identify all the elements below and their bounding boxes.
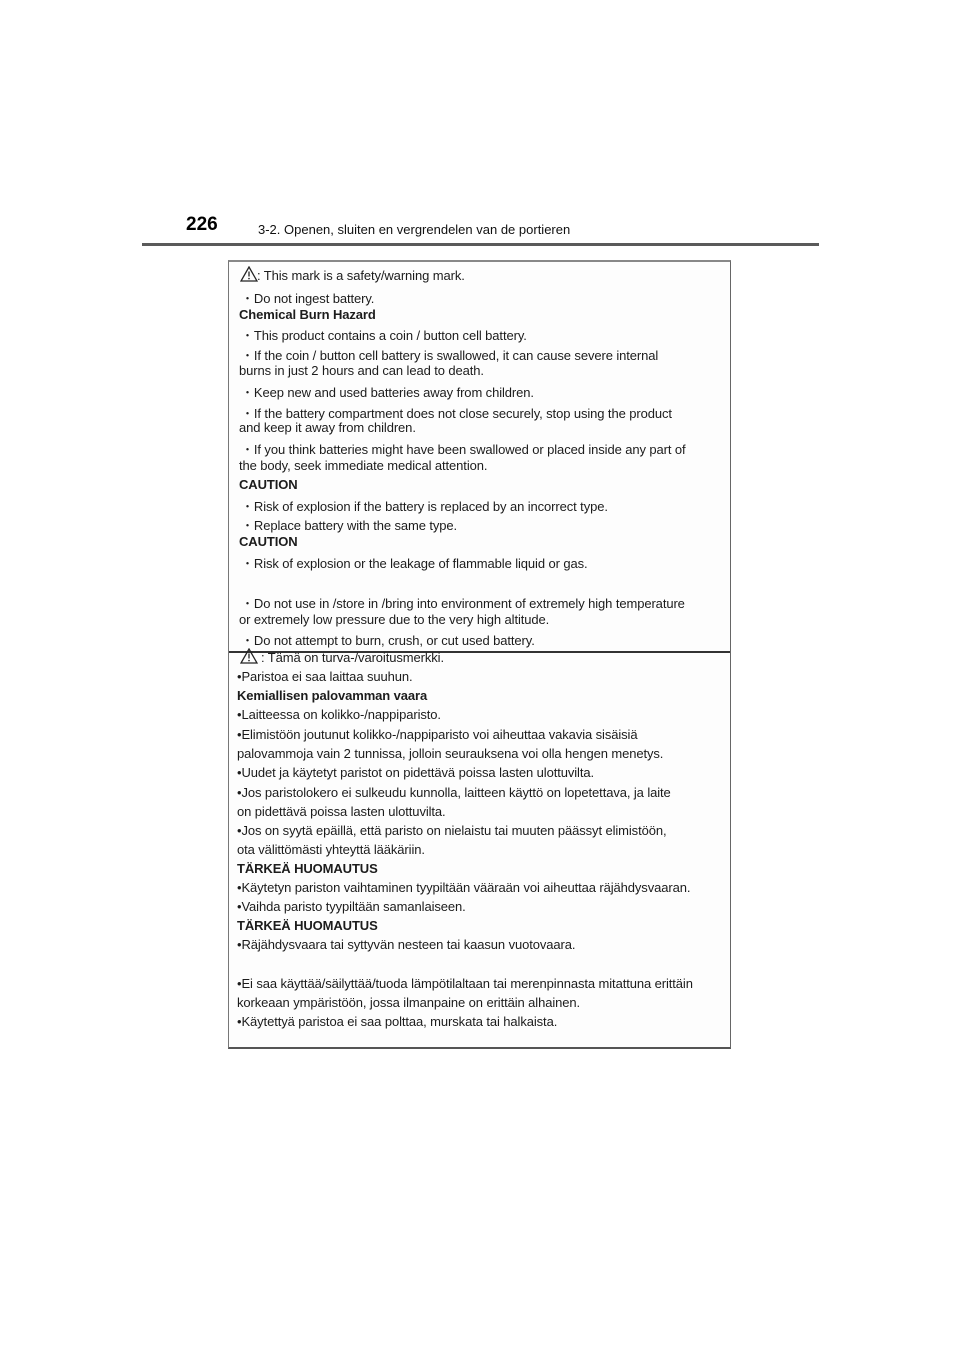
label-line: the body, seek immediate medical attention. — [239, 458, 488, 473]
label-line: •Ei saa käyttää/säilyttää/tuoda lämpötilaltaan tai merenpinnasta mitattuna erittäin — [237, 976, 693, 991]
label-line: burns in just 2 hours and can lead to death. — [239, 363, 484, 378]
label-line: •Paristoa ei saa laittaa suuhun. — [237, 669, 413, 684]
label-line: •Jos paristolokero ei sulkeudu kunnolla, laitteen käyttö on lopetettava, ja laite — [237, 785, 671, 800]
label-line: •Vaihda paristo tyypiltään samanlaiseen. — [237, 899, 466, 914]
label-line: ・Replace battery with the same type. — [241, 518, 458, 533]
section-title: 3-2. Openen, sluiten en vergrendelen van de portieren — [258, 222, 571, 237]
label-line: palovammoja vain 2 tunnissa, jolloin seurauksena voi olla hengen menetys. — [237, 746, 664, 761]
label-line: ・Do not attempt to burn, crush, or cut used battery. — [241, 633, 535, 648]
label-line: •Räjähdysvaara tai syttyvän nesteen tai kaasun vuotovaara. — [237, 937, 576, 952]
label-line: •Käytettyä paristoa ei saa polttaa, murskata tai halkaista. — [237, 1014, 558, 1029]
warning-triangle-icon — [240, 648, 258, 664]
label-heading: TÄRKEÄ HUOMAUTUS — [237, 918, 378, 933]
battery-warning-label — [228, 260, 731, 1049]
warning-mark-text: : This mark is a safety/warning mark. — [257, 268, 465, 283]
label-heading: TÄRKEÄ HUOMAUTUS — [237, 861, 378, 876]
label-heading: Chemical Burn Hazard — [239, 307, 376, 322]
label-line: •Käytetyn pariston vaihtaminen tyypiltään vääraän voi aiheuttaa räjähdysvaaran. — [237, 880, 691, 895]
label-line: •Jos on syytä epäillä, että paristo on nielaistu tai muuten päässyt elimistöön, — [237, 823, 667, 838]
label-line: ・Risk of explosion if the battery is replaced by an incorrect type. — [241, 499, 608, 514]
label-line: on pidettävä poissa lasten ulottuvilta. — [237, 804, 446, 819]
label-line: or extremely low pressure due to the very high altitude. — [239, 612, 550, 627]
label-line: ota välittömästi yhteyttä lääkäriin. — [237, 842, 425, 857]
label-line: korkeaan ympäristöön, jossa ilmanpaine on erittäin alhainen. — [237, 995, 581, 1010]
label-line: ・Do not use in /store in /bring into environment of extremely high temperature — [241, 596, 685, 611]
label-line: and keep it away from children. — [239, 420, 416, 435]
page-number: 226 — [186, 214, 218, 235]
header-rule — [142, 243, 819, 246]
warning-triangle-icon — [240, 266, 258, 282]
label-line: ・Do not ingest battery. — [241, 291, 375, 306]
label-line: •Elimistöön joutunut kolikko-/nappiparisto voi aiheuttaa vakavia sisäisiä — [237, 727, 638, 742]
label-heading: Kemiallisen palovamman vaara — [237, 688, 428, 703]
label-line: •Laitteessa on kolikko-/nappiparisto. — [237, 707, 441, 722]
label-line: ・If the battery compartment does not close securely, stop using the product — [241, 406, 672, 421]
english-warning-section — [229, 262, 730, 650]
label-line: ・If the coin / button cell battery is swallowed, it can cause severe internal — [241, 348, 659, 363]
label-heading: CAUTION — [239, 534, 298, 549]
label-heading: CAUTION — [239, 477, 298, 492]
label-line: •Uudet ja käytetyt paristot on pidettävä poissa lasten ulottuvilta. — [237, 765, 595, 780]
label-line: ・Keep new and used batteries away from children. — [241, 385, 534, 400]
label-line: ・If you think batteries might have been swallowed or placed inside any part of — [241, 442, 686, 457]
label-line: ・This product contains a coin / button cell battery. — [241, 328, 527, 343]
warning-mark-text: : Tämä on turva-/varoitusmerkki. — [261, 650, 444, 665]
finnish-warning-section — [229, 650, 730, 1049]
label-line: ・Risk of explosion or the leakage of flammable liquid or gas. — [241, 556, 588, 571]
